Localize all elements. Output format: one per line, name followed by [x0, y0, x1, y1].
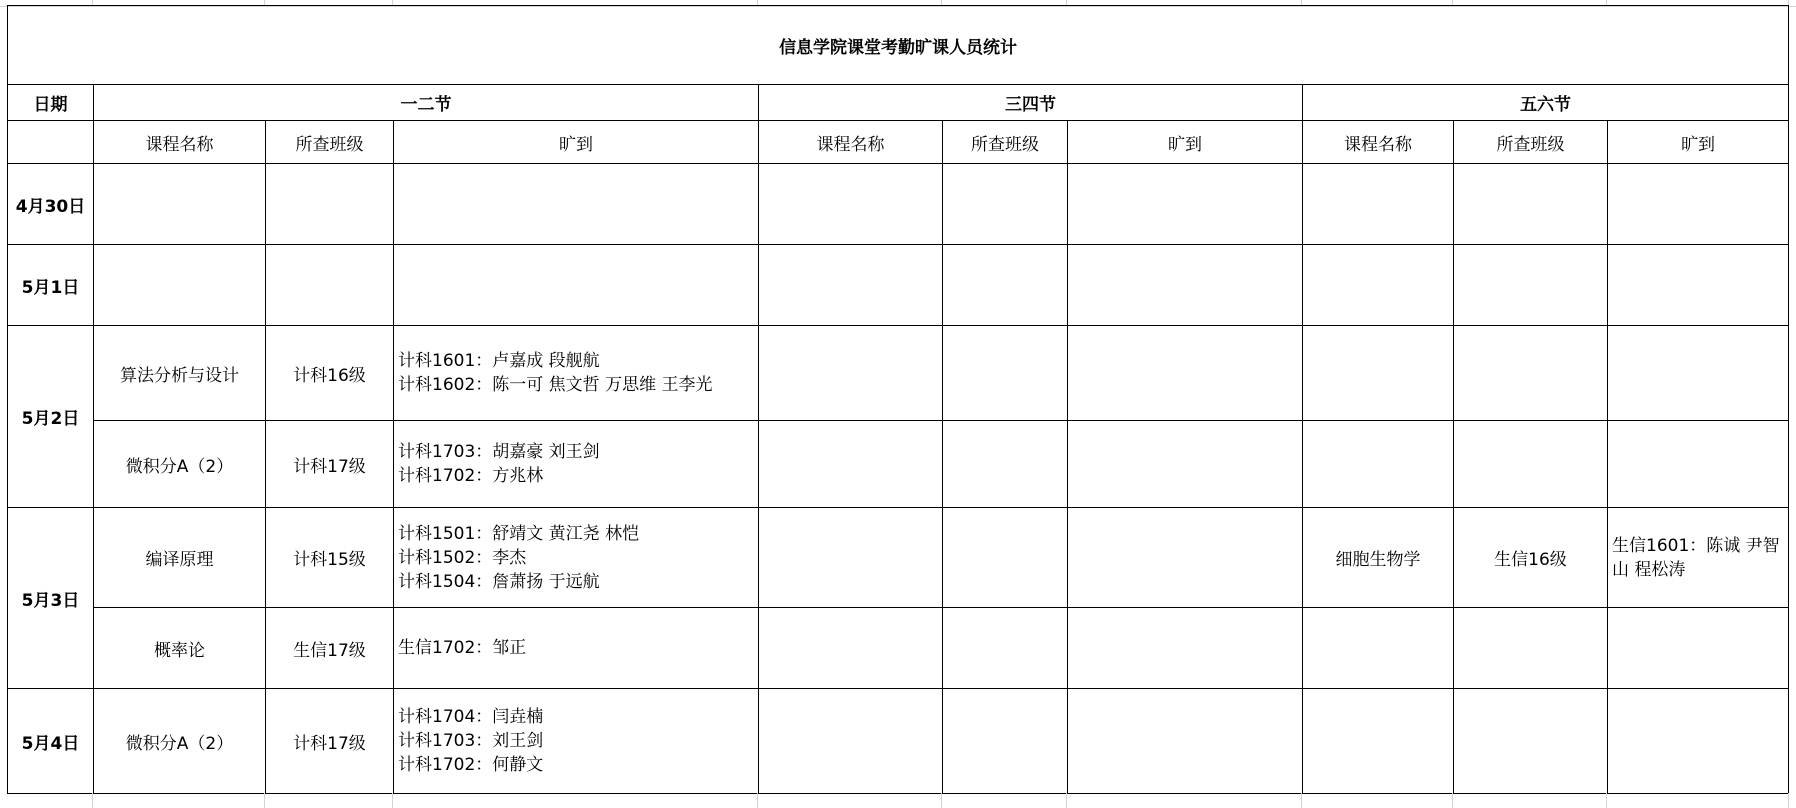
cell[interactable]	[1454, 245, 1608, 326]
cell[interactable]	[1068, 508, 1303, 608]
cell[interactable]	[943, 326, 1068, 421]
cell[interactable]	[1068, 608, 1303, 689]
cell[interactable]	[1068, 245, 1303, 326]
cell[interactable]	[1608, 326, 1789, 421]
period-3-header[interactable]: 五六节	[1303, 85, 1789, 121]
cell[interactable]	[1068, 689, 1303, 794]
p3-absent-header[interactable]: 旷到	[1608, 121, 1789, 164]
cell[interactable]	[394, 245, 759, 326]
table-row	[8, 508, 1789, 608]
date-header[interactable]: 日期	[8, 85, 94, 121]
class-cell[interactable]: 计科16级	[266, 326, 394, 421]
course-cell[interactable]: 微积分A（2）	[94, 421, 266, 508]
p2-course-header[interactable]: 课程名称	[759, 121, 943, 164]
class-cell[interactable]: 生信16级	[1454, 508, 1608, 608]
date-cell[interactable]: 5月4日	[8, 689, 94, 794]
p2-class-header[interactable]: 所查班级	[943, 121, 1068, 164]
class-cell[interactable]: 生信17级	[266, 608, 394, 689]
cell[interactable]	[1303, 326, 1454, 421]
cell[interactable]	[266, 245, 394, 326]
p3-course-header[interactable]: 课程名称	[1303, 121, 1454, 164]
cell[interactable]	[759, 421, 943, 508]
course-cell[interactable]: 概率论	[94, 608, 266, 689]
class-cell[interactable]: 计科17级	[266, 689, 394, 794]
course-cell[interactable]: 细胞生物学	[1303, 508, 1454, 608]
period-1-header[interactable]: 一二节	[94, 85, 759, 121]
sheet-title[interactable]: 信息学院课堂考勤旷课人员统计	[8, 6, 1789, 85]
cell[interactable]	[943, 608, 1068, 689]
cell[interactable]	[759, 689, 943, 794]
p1-class-header[interactable]: 所查班级	[266, 121, 394, 164]
cell[interactable]	[759, 508, 943, 608]
cell[interactable]	[943, 421, 1068, 508]
absent-cell[interactable]: 生信1702：邹正	[394, 608, 759, 689]
course-cell[interactable]: 编译原理	[94, 508, 266, 608]
cell[interactable]	[1608, 245, 1789, 326]
course-cell[interactable]: 微积分A（2）	[94, 689, 266, 794]
table-row	[8, 245, 1789, 326]
table-row	[8, 326, 1789, 421]
cell[interactable]	[759, 164, 943, 245]
date-cell[interactable]: 5月3日	[8, 508, 94, 689]
table-row	[8, 689, 1789, 794]
cell[interactable]	[1303, 245, 1454, 326]
cell[interactable]	[1303, 608, 1454, 689]
p1-course-header[interactable]: 课程名称	[94, 121, 266, 164]
course-cell[interactable]: 算法分析与设计	[94, 326, 266, 421]
cell[interactable]	[1608, 608, 1789, 689]
cell[interactable]	[1454, 326, 1608, 421]
cell[interactable]	[1068, 421, 1303, 508]
cell[interactable]	[1454, 421, 1608, 508]
p2-absent-header[interactable]: 旷到	[1068, 121, 1303, 164]
cell[interactable]	[1303, 689, 1454, 794]
cell[interactable]	[759, 326, 943, 421]
cell[interactable]	[1608, 689, 1789, 794]
cell[interactable]	[943, 245, 1068, 326]
cell[interactable]	[1608, 164, 1789, 245]
absent-cell[interactable]: 计科1501：舒靖文 黄江尧 林恺 计科1502：李杰 计科1504：詹萧扬 于远航	[394, 508, 759, 608]
cell[interactable]	[1068, 326, 1303, 421]
absent-cell[interactable]: 生信1601：陈诚 尹智山 程松涛	[1608, 508, 1789, 608]
cell[interactable]	[943, 689, 1068, 794]
absent-cell[interactable]: 计科1704：闫垚楠 计科1703：刘王剑 计科1702：何静文	[394, 689, 759, 794]
table-row	[8, 608, 1789, 689]
date-cell[interactable]: 5月2日	[8, 326, 94, 508]
p1-absent-header[interactable]: 旷到	[394, 121, 759, 164]
attendance-table	[7, 5, 1789, 794]
grid-bottom-edge	[0, 793, 1796, 808]
cell[interactable]	[266, 164, 394, 245]
date-cell[interactable]: 5月1日	[8, 245, 94, 326]
period-2-header[interactable]: 三四节	[759, 85, 1303, 121]
cell[interactable]	[943, 164, 1068, 245]
cell[interactable]	[1608, 421, 1789, 508]
date-cell[interactable]: 4月30日	[8, 164, 94, 245]
cell[interactable]	[1303, 421, 1454, 508]
cell[interactable]	[1454, 689, 1608, 794]
absent-cell[interactable]: 计科1703：胡嘉豪 刘王剑 计科1702：方兆林	[394, 421, 759, 508]
class-cell[interactable]: 计科17级	[266, 421, 394, 508]
cell[interactable]	[1454, 164, 1608, 245]
table-row	[8, 421, 1789, 508]
cell[interactable]	[1303, 164, 1454, 245]
p3-class-header[interactable]: 所查班级	[1454, 121, 1608, 164]
cell[interactable]	[759, 608, 943, 689]
cell[interactable]	[94, 164, 266, 245]
table-row	[8, 164, 1789, 245]
class-cell[interactable]: 计科15级	[266, 508, 394, 608]
cell[interactable]	[1454, 608, 1608, 689]
cell[interactable]	[759, 245, 943, 326]
date-subheader-empty[interactable]	[8, 121, 94, 164]
absent-cell[interactable]: 计科1601：卢嘉成 段舰航 计科1602：陈一可 焦文哲 万思维 王李光	[394, 326, 759, 421]
cell[interactable]	[394, 164, 759, 245]
cell[interactable]	[943, 508, 1068, 608]
cell[interactable]	[1068, 164, 1303, 245]
cell[interactable]	[94, 245, 266, 326]
